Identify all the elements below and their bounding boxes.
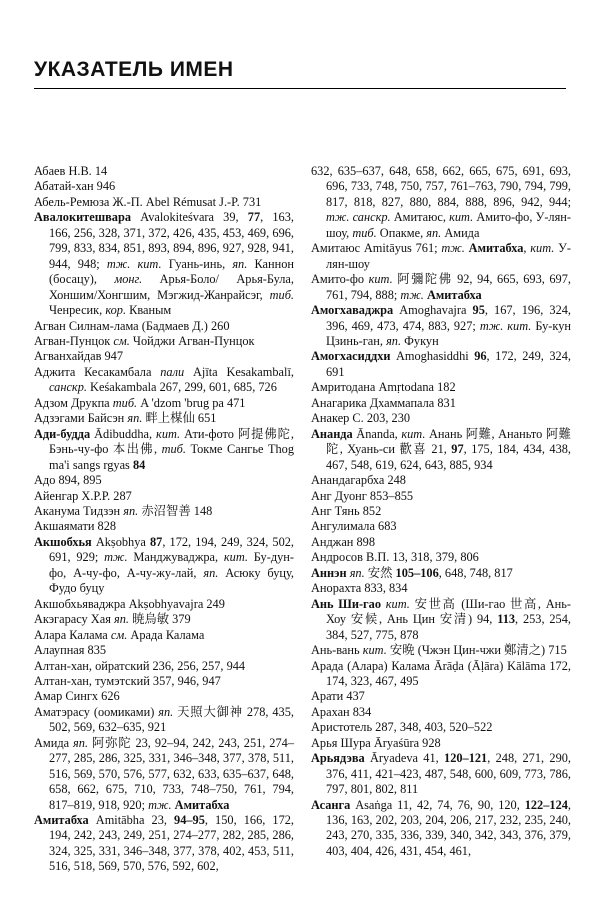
- entry-text: Ати-фото 阿提佛陀, Бэнь-чу-фо 本出佛,: [49, 426, 294, 457]
- entry-text: Чойджи Агван-Пунцок: [129, 333, 255, 348]
- index-entry: [311, 241, 571, 272]
- entry-text: Алаупная 835: [34, 643, 107, 658]
- index-entry: [34, 597, 294, 612]
- entry-italic-text: тж. санскр.: [326, 210, 391, 225]
- entry-italic-text: тиб.: [161, 442, 186, 457]
- index-entry: [311, 519, 571, 534]
- index-entry: [34, 411, 294, 426]
- entry-bold-text: Акшобхья: [34, 534, 92, 549]
- entry-italic-text: тиб.: [112, 395, 138, 410]
- entry-italic-text: тиб.: [352, 225, 377, 240]
- entry-text: Аджита Кесакамбала: [34, 364, 161, 379]
- entry-text: , 172, 194, 249, 324, 502, 691, 929;: [49, 534, 295, 565]
- index-entry: [311, 535, 571, 550]
- entry-bold-text: 113: [497, 612, 516, 627]
- entry-text: Амар Сингх 626: [34, 689, 120, 704]
- index-entry: [34, 319, 294, 334]
- entry-italic-text: тж.: [104, 550, 128, 565]
- entry-text: Анань 阿難, Ананьто 阿難陀, Хуань-си 歡喜 21,: [326, 426, 571, 457]
- entry-text: Анг Тянь 852: [311, 503, 382, 518]
- entry-text: , 167, 196, 324, 396, 469, 473, 474, 883, 927;: [326, 303, 571, 333]
- entry-text: Асюку буцу, Фудо буцу: [49, 565, 294, 596]
- entry-text: Аматэрасу (оомиками): [34, 704, 159, 719]
- entry-text: 安然: [364, 565, 396, 580]
- entry-text: , 648, 748, 817: [438, 565, 513, 580]
- entry-text: Амито-фо, У-лян-шоу,: [326, 210, 571, 240]
- entry-text: Арья Шура Āryaśūra 928: [311, 735, 441, 750]
- index-entry: [34, 365, 294, 396]
- entry-text: Amitābha 23,: [88, 813, 175, 828]
- entry-italic-text: кит.: [362, 643, 387, 658]
- index-entry: [311, 689, 571, 704]
- entry-text: Asaṅga 11, 42, 74, 76, 90, 120,: [350, 797, 525, 812]
- index-entry: [34, 473, 294, 488]
- index-entry: [34, 210, 294, 318]
- index-entry: [311, 504, 571, 519]
- entry-italic-text: яп.: [386, 333, 402, 348]
- index-entry: [311, 566, 571, 581]
- entry-text: Ченресик,: [49, 303, 106, 318]
- index-entry: [311, 411, 571, 426]
- entry-text: Акшаямати 828: [34, 519, 117, 534]
- entry-italic-text: кит.: [401, 426, 426, 441]
- entry-bold-text: 97: [451, 442, 464, 457]
- entry-text: 暁烏敏 379: [128, 612, 191, 627]
- index-column-left: [34, 164, 294, 875]
- index-entry: [34, 689, 294, 704]
- entry-text: Токме Сангье Thog ma'i sangs rgyas: [49, 442, 294, 472]
- entry-text: Ангулимала 683: [311, 519, 397, 534]
- entry-bold-text: 94–95: [174, 813, 205, 828]
- entry-text: 阿弥陀 23, 92–94, 242, 243, 251, 274–277, 285, 286, 325, 331, 346–348, 377, 378, 511, 516, 569, 570, 576, 577, 632, 633, 635–637, 648, 658, 662, 675, 710, 733, 748–750, 761, 794, 817–819, 918, 920;: [49, 735, 294, 812]
- entry-text: Āryadeva 41,: [364, 751, 445, 766]
- index-entry: [34, 504, 294, 519]
- entry-italic-text: монг.: [114, 272, 143, 287]
- entry-text: Keśakambala 267, 299, 601, 685, 726: [86, 380, 277, 395]
- entry-text: Абаев Н.В. 14: [34, 164, 108, 178]
- entry-text: Арада Калама: [127, 627, 205, 642]
- entry-text: Абель-Ремюза Ж.-П. Abel Rémusat J.-P. 731: [34, 194, 262, 209]
- index-entry: [34, 164, 294, 179]
- index-entry: [34, 334, 294, 349]
- entry-bold-text: Аннэн: [311, 565, 347, 580]
- entry-text: , 163, 166, 256, 328, 371, 372, 426, 435, 453, 469, 696, 799, 833, 834, 851, 893, 894, 896, 927, 928, 941, 944, 948;: [49, 210, 294, 271]
- title-rule: [34, 88, 566, 89]
- entry-text: Ajīta Kesakambalī,: [184, 364, 294, 379]
- entry-text: Алара Калама: [34, 627, 111, 642]
- entry-text: Арада (Алара) Калама Ārāḍa (Āḷāra) Kālāma 172, 174, 323, 467, 495: [311, 658, 571, 688]
- entry-text: 赤沼智善 148: [138, 503, 213, 518]
- entry-italic-text: тж.: [400, 287, 424, 302]
- entry-italic-text: кит.: [223, 550, 248, 565]
- entry-text: 阿彌陀佛 92, 94, 665, 693, 697, 761, 794, 888;: [326, 272, 571, 302]
- entry-italic-text: кит.: [385, 596, 410, 611]
- entry-bold-text: 120–121: [444, 751, 488, 766]
- entry-bold-text: Авалокитешвара: [34, 210, 132, 225]
- entry-italic-text: яп.: [349, 565, 365, 580]
- entry-italic-text: яп.: [113, 612, 129, 627]
- entry-text: Анджан 898: [311, 534, 376, 549]
- index-entry: [311, 473, 571, 488]
- index-entry: [34, 535, 294, 597]
- index-entry: [34, 489, 294, 504]
- entry-bold-text: Амитабха: [34, 813, 89, 828]
- index-entry: [34, 674, 294, 689]
- index-entry: [34, 736, 294, 813]
- entry-text: Манджуваджра,: [127, 550, 224, 565]
- entry-text: Андросов В.П. 13, 318, 379, 806: [311, 550, 479, 565]
- index-entry: [311, 751, 571, 797]
- entry-text: , 150, 166, 172, 194, 242, 243, 249, 251, 274–277, 282, 285, 286, 324, 325, 331, 346–348, 377, 378, 402, 453, 511, 516, 518, 569, 570, 576, 592, 602,: [49, 813, 294, 874]
- entry-text: У-лян-шоу: [326, 241, 572, 271]
- entry-bold-text: Амитабха: [174, 797, 230, 812]
- entry-bold-text: Ань Ши-гао: [311, 596, 382, 611]
- entry-text: , 175, 184, 434, 438, 467, 548, 619, 624, 643, 885, 934: [326, 442, 571, 472]
- index-entry: [34, 519, 294, 534]
- index-entry: [311, 581, 571, 596]
- entry-bold-text: 84: [132, 457, 146, 472]
- entry-text: Арья-Боло/ Арья-Була, Хоншим/Хонгшим, Мэгжид-Жанрайсэг,: [49, 272, 294, 302]
- index-entry: [311, 705, 571, 720]
- entry-text: Алтан-хан, ойратский 236, 256, 257, 944: [34, 658, 246, 673]
- entry-text: Кваным: [126, 303, 172, 318]
- index-entry: [311, 427, 571, 473]
- index-entry: [311, 303, 571, 349]
- entry-italic-text: яп.: [426, 225, 442, 240]
- index-entry: [311, 643, 571, 658]
- entry-italic-text: тж. кит.: [106, 256, 162, 271]
- entry-italic-text: кит.: [449, 210, 474, 225]
- entry-bold-text: 77: [247, 210, 261, 225]
- entry-text: , 253, 254, 384, 527, 775, 878: [326, 612, 571, 642]
- entry-text: Amoghavajra: [393, 303, 473, 318]
- index-entry: [34, 612, 294, 627]
- entry-text: Бу-кун Цзинь-ган,: [326, 318, 572, 348]
- entry-italic-text: кит.: [530, 241, 555, 256]
- entry-bold-text: 95: [472, 303, 485, 318]
- entry-text: , 136, 163, 202, 203, 204, 206, 217, 232, 235, 240, 243, 270, 335, 336, 339, 340, 342, 343, 376, 379, 403, 404, 426, 431, 454, 461,: [326, 797, 571, 858]
- index-entry: [311, 380, 571, 395]
- entry-bold-text: Ананда: [311, 426, 353, 441]
- entry-italic-text: яп.: [203, 565, 219, 580]
- entry-italic-text: тж.: [148, 797, 172, 812]
- entry-text: Опакме,: [376, 225, 427, 240]
- entry-italic-text: санскр.: [49, 380, 87, 395]
- page-title: УКАЗАТЕЛЬ ИМЕН: [34, 58, 234, 81]
- entry-italic-text: яп.: [158, 704, 174, 719]
- entry-text: Арахан 834: [311, 704, 372, 719]
- entry-italic-text: яп.: [73, 735, 89, 750]
- index-entry: [311, 720, 571, 735]
- entry-text: Абатай-хан 946: [34, 179, 116, 194]
- entry-italic-text: яп.: [232, 256, 248, 271]
- entry-text: 天照大御神 278, 435, 502, 569, 632–635, 921: [49, 704, 294, 735]
- index-entry: [34, 427, 294, 473]
- entry-italic-text: кор.: [105, 303, 127, 318]
- entry-bold-text: 87: [150, 534, 163, 549]
- index-entry: [34, 195, 294, 210]
- entry-text: Анорахта 833, 834: [311, 581, 408, 596]
- index-entry: [34, 349, 294, 364]
- entry-text: Гуань-инь,: [161, 256, 233, 271]
- entry-italic-text: тиб.: [269, 287, 294, 302]
- entry-bold-text: Амитабха: [468, 241, 524, 256]
- index-entry: [311, 597, 571, 643]
- entry-text: Айенгар Х.Р.Р. 287: [34, 488, 132, 503]
- entry-text: Amoghasiddhi: [390, 349, 475, 364]
- entry-text: Фукун: [401, 333, 439, 348]
- entry-text: Бу-дун-фо, А-чу-фо, А-чу-жу-лай,: [49, 550, 295, 580]
- entry-text: Аканума Тидзэн: [34, 503, 124, 518]
- entry-text: Алтан-хан, тумэтский 357, 946, 947: [34, 673, 221, 688]
- entry-text: A 'dzom 'brug pa 471: [137, 395, 246, 410]
- entry-text: , 172, 249, 324, 691: [326, 349, 571, 379]
- entry-text: , 248, 271, 290, 376, 411, 421–423, 487, 548, 600, 609, 773, 786, 797, 801, 802, 811: [326, 751, 571, 797]
- entry-bold-text: 105–106: [395, 565, 439, 580]
- entry-text: Ānanda,: [352, 426, 402, 441]
- index-entry: [34, 396, 294, 411]
- entry-text: Акэгарасу Хая: [34, 612, 114, 627]
- index-entry: [311, 798, 571, 860]
- index-entry: [34, 659, 294, 674]
- entry-text: Akṣobhya: [91, 534, 150, 549]
- entry-text: Анг Дуонг 853–855: [311, 488, 414, 503]
- entry-text: Avalokiteśvara 39,: [131, 210, 248, 225]
- entry-bold-text: Ади-будда: [34, 426, 91, 441]
- entry-italic-text: кит.: [368, 272, 393, 287]
- entry-italic-text: тж. кит.: [479, 318, 532, 333]
- index-entry: [311, 164, 571, 241]
- entry-text: Ādibuddha,: [90, 426, 157, 441]
- entry-bold-text: Амитабха: [426, 287, 482, 302]
- entry-bold-text: Арьядэва: [311, 751, 365, 766]
- index-entry: [34, 813, 294, 875]
- entry-text: Анагарика Дхаммапала 831: [311, 395, 456, 410]
- entry-italic-text: яп.: [127, 411, 143, 426]
- entry-text: Агванхайдав 947: [34, 349, 124, 364]
- entry-text: 安晩 (Чжэн Цин-чжи 鄭清之) 715: [386, 643, 567, 658]
- entry-text: Агван-Пунцок: [34, 333, 114, 348]
- entry-text: Амида: [34, 735, 74, 750]
- entry-text: 安世高 (Ши-гао 世高, Ань-Хоу 安候, Ань Цин 安清) 94,: [326, 596, 572, 627]
- index-entry: [311, 489, 571, 504]
- entry-italic-text: тж.: [441, 241, 465, 256]
- entry-bold-text: 122–124: [524, 797, 568, 812]
- index-entry: [34, 179, 294, 194]
- entry-bold-text: 96: [474, 349, 487, 364]
- entry-text: Каннон (босацу),: [49, 256, 294, 287]
- index-entry: [311, 396, 571, 411]
- entry-text: 畔上楳仙 651: [142, 411, 217, 426]
- entry-text: ,: [523, 241, 531, 256]
- entry-text: Амито-фо: [311, 272, 369, 287]
- entry-text: Анандагарбха 248: [311, 473, 406, 488]
- entry-italic-text: яп.: [123, 503, 139, 518]
- index-entry: [311, 736, 571, 751]
- index-entry: [34, 628, 294, 643]
- entry-text: Амритодана Amṛtodana 182: [311, 380, 456, 395]
- entry-text: Амида: [441, 225, 480, 240]
- entry-text: Арати 437: [311, 689, 365, 704]
- entry-text: Амитаюс,: [390, 210, 450, 225]
- index-entry: [311, 659, 571, 690]
- entry-text: Адзом Друкпа: [34, 395, 113, 410]
- entry-bold-text: Асанга: [311, 797, 351, 812]
- entry-italic-text: пали: [160, 364, 185, 379]
- index-entry: [34, 643, 294, 658]
- entry-text: Амитаюс Amitāyus 761;: [311, 241, 442, 256]
- entry-text: Адо 894, 895: [34, 473, 102, 488]
- index-column-right: [311, 164, 571, 859]
- entry-bold-text: Амогхаваджра: [311, 303, 394, 318]
- entry-italic-text: см.: [110, 627, 128, 642]
- entry-text: Аристотель 287, 348, 403, 520–522: [311, 720, 493, 735]
- index-entry: [311, 550, 571, 565]
- entry-text: Адзэгами Байсэн: [34, 411, 128, 426]
- index-entry: [34, 705, 294, 736]
- entry-bold-text: Амогхасиддхи: [311, 349, 391, 364]
- entry-text: Акшобхьяваджра Akṣobhyavajra 249: [34, 596, 225, 611]
- entry-text: Агван Силнам-лама (Бадмаев Д.) 260: [34, 318, 230, 333]
- entry-text: Анакер С. 203, 230: [311, 411, 411, 426]
- entry-text: 632, 635–637, 648, 658, 662, 665, 675, 691, 693, 696, 733, 748, 750, 757, 761–763, 790, 794, 799, 817, 818, 827, 880, 884, 888, 896, 942, 944;: [311, 164, 571, 209]
- entry-italic-text: кит.: [156, 426, 181, 441]
- index-entry: [311, 272, 571, 303]
- entry-text: Ань-вань: [311, 643, 363, 658]
- entry-italic-text: см.: [113, 333, 130, 348]
- index-entry: [311, 349, 571, 380]
